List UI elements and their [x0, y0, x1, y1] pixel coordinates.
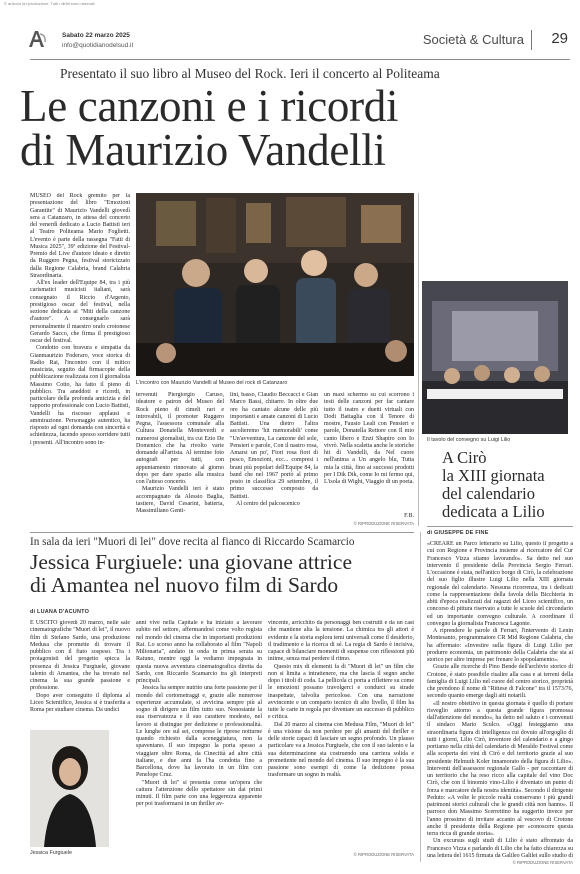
column-divider [420, 532, 421, 862]
paragraph: All'ex leader dell'Equipe 84, tra i più carismatici musicisti italiani, sarà consegnato il Riccio d'Argento, prestigioso oscar del festival, nella sezione dedicata ai "Miti della canzone d'autore". A consegnarlo sarà personalmente il maestro orafo crotonese Gerardo Sacco, che firma il prestigioso oscar del festival. [30, 280, 130, 344]
article3-column-1 [30, 620, 130, 728]
article1-title-line2: di Maurizio Vandelli [20, 125, 386, 175]
article1-column-2 [136, 392, 224, 526]
page-number: 29 [551, 30, 568, 47]
article1-signature: F.B. [404, 513, 414, 519]
article2-photo-caption: Il tavolo del convegno su Luigi Lilio [427, 437, 511, 443]
paragraph: vincente, arricchito da personaggi ben costruiti e da un cast che mantiene alta la tensione. La chimica tra gli attori è evidente e la storia esplora temi universali come il desiderio, il tradimento e la ricerca di sé. La regia di Sardo è incisiva, capace di bilanciare momenti di suspense con riflessioni più intime, senza mai perdere il ritmo. [268, 620, 414, 663]
article2-body [427, 541, 573, 857]
paragraph: Al centro del palcoscenico [236, 500, 300, 507]
conference-photo-illustration [422, 281, 568, 434]
title-line: dedicata a Lilio [442, 502, 545, 521]
lilio-conference-photo [422, 281, 568, 434]
paragraph: Un excursus sugli studi di Lilio è stato affrontato da Francesco Vizza e parlando di Lilio che ha fatto chiarezza su una lettera del 1615 firmata da Galileo Galilei sullo studio di [427, 838, 573, 857]
paragraph: tervenuti Piergiorgio Caruso, ideatore e patron del Museo del Rock pieno di cimeli rari e introvabili, il promoter Ruggero Pegna, l'assessora comunale alla Cultura Donatella Monteverdi e numerosi giornalisti, tra cui Ezio De Domenico che ha rivolto varie domande all'artista. Al termine foto autografi per tutti, con appuntamento rinnovato al giorno dopo per dare spazio alla musica con l'atteso concerto. [136, 392, 224, 485]
title-line: del calendario [442, 484, 535, 503]
article3-top-rule [30, 532, 414, 533]
article2-reserved: © RIPRODUZIONE RISERVATA [512, 860, 573, 865]
paragraph: «CREARE un Parco letterario su Lilio, questo il progetto a cui con Regione e Provincia insieme al ricercatore del Cur Francesco Vizza stiamo lavorando». Sa detto nel suo intervento il presidente della Provincia Sergio Ferrari. L'occasione è stata, nell'antico borgo di Cirò, la celebrazione del suo figlio illustre Luigi Lilio nella XIII giornata regionale del calendario. Nessuna ricorrenza, tra i dedicati come la rappresentazione della favola della Bicchieria in abiti d'epoca realizzati dai ragazzi del Liceo scientifico, un concorso di pittura riservato a tutte le scuole del circondario ed un importante convegno culturale. A coordinare il convegno la giornalista Francesca Lagonte. [427, 541, 573, 627]
title-line: Jessica Furgiuele: una giovane attrice [30, 550, 352, 574]
title-line: la XIII giornata [442, 466, 545, 485]
paragraph: anni vive nella Capitale e ha iniziato a lavorare subito nel settore, affermandosi come volto regista nel mondo del cinema che in importanti produzioni Rai. Lo scorso anno ha collaborato al film "Napoli Milionaria", andato in onda in prima serata su Raiuno, mentre oggi la vediamo impegnata in questa nuova avventura cinematografica diretta da Sardo, con Riccardo Scamarcio tra gli interpreti principali. [136, 620, 262, 684]
article2-title [442, 449, 574, 521]
site-email: info@quotidianodelsud.it [62, 42, 134, 49]
copyright-notice: © articolo la riproduzione. Tutti i diritti sono riservati [4, 1, 95, 6]
paragraph: Condotto con bravura e simpatia da Gianmaurizio Foderaro, voce storica di Radio Rai, l'incontro con il mitico musicista, seguito dal firmacopie della pubblicazione realizzata con il giornalista Massimo Cotto, ha fatto il pieno di pubblico. Tra aneddoti e ricordi, in particolare della profonda amicizia e del rapporto professionale con Lucio Battisti, Vandelli ha riscosso applausi e ammirazione. Personaggio autentico, ha risposto ad ogni domanda con sincerità e schiettezza, facendo spesso sorridere tutti i presenti. All'incontro sono in- [30, 345, 130, 446]
article3-column-3 [268, 620, 414, 848]
title-line: di Amantea nel nuovo film di Sardo [30, 573, 339, 597]
paragraph: lini, basso, Claudio Beccacci e Gian Marco Bassi, chitarre. In oltre due ore ha cantato alcune delle più importanti e amate canzoni di Lucio Battisti. Una dietro l'altra ascolteremo 'hit memorabili' come "Un'avventura, La canzone del sole, Pensieri e parole, Con il nastro rosa, Amarsi un po', Fiori rosa fiori di pesco, Emozioni, ecc... compresi i brani più popolari dell'Equipe 84, la band che nel 1967 portò al primo posto in classifica 29 settembre, il primo successo composto da Battisti. [230, 392, 318, 500]
paragraph: un maxi schermo su cui scorrono i testi delle canzoni per far cantare tutto il teatro e duetti virtuali con Dodi Battaglia con il Tenore di mostre, Fausto Leali con Pensieri e parole, Donatella Rettore con Il mio canto libero e Enzi Shapiro con Io vivrò. Nella scaletta anche le storiche hit di Vandelli, da Nel cuore nell'anima a Un angelo blu, Tutta mia la città, fino ai successi prodotti per I Dik Dik, come Io mi fermo qui, L'isola di Wight, Viaggio di un poeta. [324, 392, 414, 485]
paragraph: È USCITO giovedì 20 marzo, nelle sale cinematografiche "Muori di lei", il nuovo film di Stefano Sardo, una produzione Medusa che promette di trovare il pubblico con il fiato sospeso. Tra i protagonisti del progetto spicca la presenza di Jessica Furgiuele, giovane talento di Amantea, che ha trovato nel cinema la sua grande passione e professione. [30, 620, 130, 692]
article1-kicker: Presentato il suo libro al Museo del Rock. Ieri il concerto al Politeama [60, 66, 440, 81]
paragraph: "Muori di lei" si presenta come un'opera che cattura l'attenzione dello spettatore sin dai primi minuti. Il film parte con una leggerezza apparente per poi trasformarsi in un thriller av- [136, 779, 262, 808]
portrait-illustration [30, 730, 109, 847]
newspaper-logo-icon [26, 28, 48, 50]
title-line: A Cirò [442, 448, 487, 467]
header-divider [531, 30, 532, 50]
article3-reserved: © RIPRODUZIONE RISERVATA [353, 852, 414, 857]
paragraph: «Il nostro obiettivo in questa giornata è quello di portare risveglio attorno a questa grande figura promossa dall'attenzione del mondo», ha detto nel saluto e i convenuti il sindaco Mario Sculco. «Oggi festeggiamo una straordinaria figura di intelligenza cui dovuto all'orgoglio di tutti i giorni, Lilio Cirò, inventore del calendario e a gingo portiamo nella città del calendario di Meraldo Festival come alla scoperta dei vini di Cirò e del territorio grazie al suo presidente Helmuth Koler innamorato della figura di Lilio». Interventi dell'assessore regionale Gallo - per raccontare di un territorio che ha reso ricco alla capitale del vino Doc Cirò, che con il binomio vino-Lilio è diventato un punto di forza e marcatore della nostra identità». Secondo il dirigente Peduto: «A volte le piccole realtà conservano i più grandi patrimoni storici culturali che le grandi città non hanno». Il parroco don Massimo Scerrettino ha suggerito invece per l'anno prossimo di invitare accanto al vescovo di Crotone anche il presidente della Regione per «conoscere questa terra ricca di grande storia». [427, 700, 573, 837]
paragraph: MUSEO del Rock gremito per la presentazione del libro "Emozioni Garantite" di Maurizio Vandelli giovedì sera a Catanzaro, in attesa del concerto del venerdì dedicato a Lucio Battisti ieri al Teatro Politeama Mario Foglietti. L'evento è parte della rassegna "Fatti di Musica 2025", 39ª edizione del Festival-Premio del Live d'autore ideato e diretto da Ruggero Pegna, festival storicizzato dalla Regione Calabria, brand Calabria Straordinaria. [30, 193, 130, 279]
paragraph: Jessica ha sempre nutrito una forte passione per il mondo del cortometraggi e, grazie alle numerose esperienze accumulate, si avvicina sempre più al sogno di dirigere un film tutto suo. Nonostante la sua riservatezza e il suo carattere modesto, nel lavoro si distingue per dedizione e professionalità. Le lunghe ore sul set, comprese le riprese notturne quando richiesto dalla sceneggiatura, non la spaventano. Il suo impegno la porta spesso a viaggiare oltre Roma, da Cinecittà ad altre città italiane, e due anni fa l'ha condotta fino a Barcellona, dove ha lavorato in un film con Penelope Cruz. [136, 685, 262, 779]
article2-rule [427, 526, 573, 527]
paragraph: Grazie alle ricerche di Pino Bende dell'archivio storico di Crotone, è stato possibile risalire alla casa e ai terreni della famiglia di Luigi Lilio nel cuore del centro storico, proprietà che prendono il nome di "Rittese di Falcone" tra il 1573/76, secondo quanto emerge dagli atti notarili. [427, 664, 573, 700]
article3-photo-caption: Jessica Furgiuele [30, 850, 72, 856]
article1-title-line1: Le canzoni e i ricordi [20, 81, 399, 131]
paragraph: A riprendere le parole di Ferrari, l'intervento di Lenin Montesanto, programmatore CR Mid Regione Calabria, che ha affermato: «Investire sulla figura di Luigi Lilio per produrre economia, un patrimonio della Calabria che sta ai storico per altre imprese per frenare lo spopolamento». [427, 628, 573, 663]
article1-column-4 [324, 392, 414, 512]
vandelli-event-photo [136, 193, 414, 376]
page-header [30, 20, 570, 60]
article3-title [30, 551, 352, 597]
article3-kicker: In sala da ieri "Muori di lei" dove recita al fianco di Riccardo Scamarcio [30, 536, 355, 548]
paragraph: Questo mix di elementi fa di "Muori di lei" un film che non si limita a intrattenere, ma che lascia il segno anche dopo i titoli di coda. La pellicola ci porta a riflettere su come le emozioni possano travolgerci e condurci su strade inaspettate, talvolta pericolose. Con una narrazione avvincente e un comparto tecnico di alto livello, il film ha tutte le carte in regola per diventare un successo di pubblico e critica. [268, 663, 414, 721]
paragraph: Dal 20 marzo al cinema con Medusa Film, "Muori di lei" è una visione da non perdere per gli amanti del thriller e delle storie capaci di lasciare un segno profondo. Un plauso particolare va a Jessica Furgiuele, che con il suo talento e la sua determinazione sta costruendo una carriera solida e promettente nel mondo del cinema. Il suo impegno è la sua passione sono esempi di come la dedizione possa trasformare un sogno in realtà. [268, 721, 414, 779]
article3-column-2 [136, 620, 262, 860]
article1-column-3 [230, 392, 318, 526]
jessica-furgiuele-photo [30, 730, 109, 847]
article1-reserved: © RIPRODUZIONE RISERVATA [353, 521, 414, 526]
column-divider [418, 193, 419, 526]
paragraph: Dopo aver conseguito il diploma al Liceo Scientifico, Jessica si è trasferita a Roma per studiare cinema. Da undici [30, 692, 130, 713]
section-name: Società & Cultura [422, 32, 524, 47]
article3-byline: di LUANA D'ACUNTO [30, 609, 90, 615]
article2-byline: di GIUSEPPE DE FINE [427, 530, 489, 536]
paragraph: Maurizio Vandelli ieri è stato accompagnato da Alessio Baglia, tastiere, David Cesarini, batteria, Massimiliano Genti- [136, 486, 224, 514]
issue-date: Sabato 22 marzo 2025 [62, 32, 130, 39]
article1-column-1 [30, 193, 130, 527]
event-photo-illustration [136, 193, 414, 376]
article1-photo-caption: L'incontro con Maurizio Vandelli al Museo del rock di Catanzaro [136, 380, 288, 386]
